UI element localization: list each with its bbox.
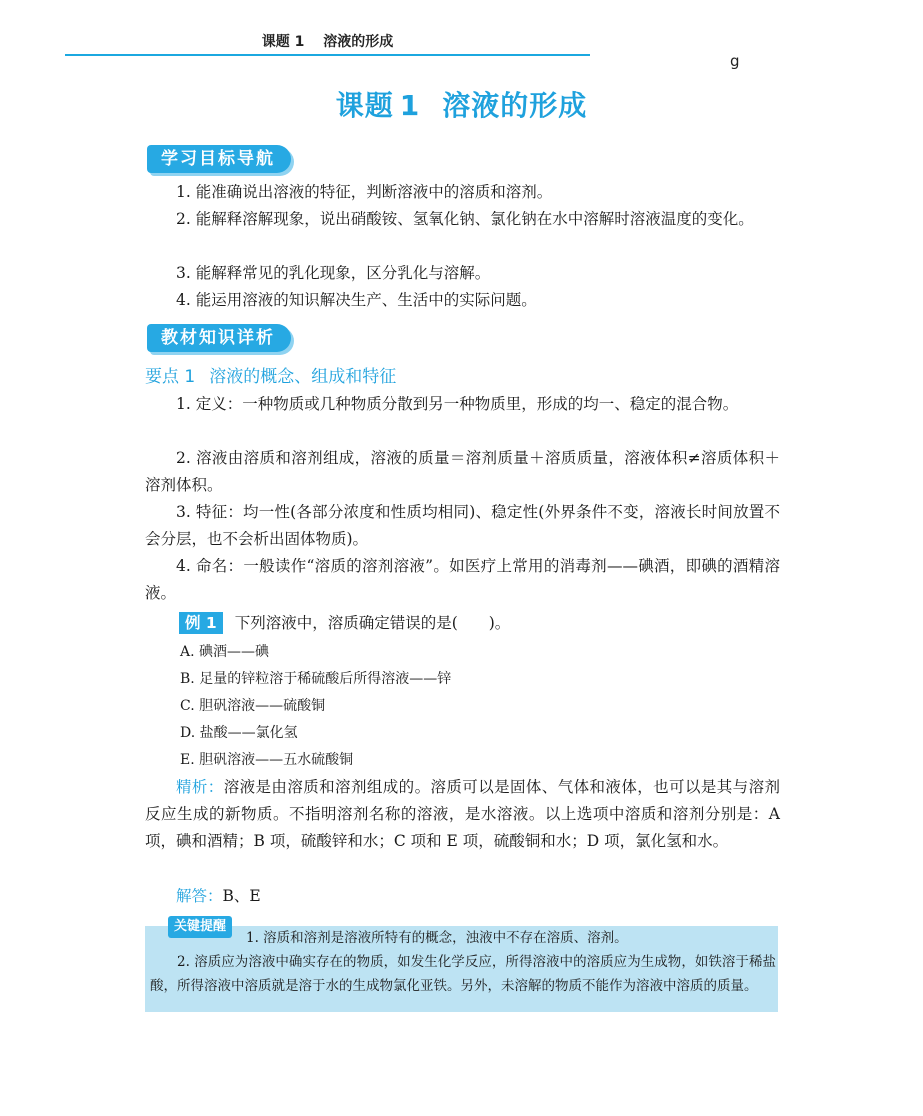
- title-number: 1: [399, 89, 421, 122]
- knowledge-item: 3. 特征：均一性(各部分浓度和性质均相同)、稳定性(外界条件不变，溶液长时间放置不会分层，也不会析出固体物质)。: [145, 503, 780, 548]
- section-badge-knowledge: 教材知识详析: [147, 324, 291, 352]
- key-tip-label: 关键提醒: [168, 916, 232, 938]
- knowledge-item: 1. 定义：一种物质或几种物质分散到另一种物质里，形成的均一、稳定的混合物。: [176, 395, 739, 413]
- key-point-label: 要点 1: [145, 367, 196, 387]
- option-item: C. 胆矾溶液——硫酸铜: [180, 698, 326, 714]
- objective-item: 1. 能准确说出溶液的特征，判断溶液中的溶质和溶剂。: [176, 183, 553, 201]
- analysis-paragraph: [145, 774, 780, 855]
- example-question-text: 下列溶液中，溶质确定错误的是( )。: [234, 614, 511, 632]
- key-tip-line-2: 2. 溶质应为溶液中确实存在的物质，如发生化学反应，所得溶液中的溶质应为生成物，如铁溶于稀盐酸，所得溶液中溶质就是溶于水的生成物氯化亚铁。另外，未溶解的物质不能作为溶液中溶质的质量。: [150, 954, 776, 994]
- key-point-heading: [145, 362, 396, 387]
- objective-item: 3. 能解释常见的乳化现象，区分乳化与溶解。: [176, 264, 491, 282]
- answer-label: 解答：: [176, 887, 223, 905]
- key-point-text: 溶液的概念、组成和特征: [209, 367, 397, 387]
- example-question: [179, 610, 779, 637]
- option-item: D. 盐酸——氯化氢: [180, 725, 298, 741]
- section-badge-objectives: 学习目标导航: [147, 145, 291, 173]
- example-label: 例 1: [179, 612, 223, 634]
- analysis-text: 溶液是由溶质和溶剂组成的。溶质可以是固体、气体和液体，也可以是其与溶剂反应生成的新物质。不指明溶剂名称的溶液，是水溶液。以上选项中溶质和溶剂分别是：A 项，碘和酒精；B 项，硫酸锌和水；C 项和 E 项，硫酸铜和水；D 项，氯化氢和水。: [145, 778, 780, 850]
- option-item: A. 碘酒——碘: [180, 644, 270, 660]
- page-title: [0, 84, 923, 124]
- option-item: B. 足量的锌粒溶于稀硫酸后所得溶液——锌: [180, 671, 452, 687]
- analysis-label: 精析：: [176, 778, 224, 796]
- knowledge-item: 2. 溶液由溶质和溶剂组成，溶液的质量＝溶剂质量＋溶质质量，溶液体积≠溶质体积＋溶剂体积。: [145, 449, 780, 494]
- key-tip-line-1: 1. 溶质和溶剂是溶液所特有的概念，浊液中不存在溶质、溶剂。: [246, 930, 628, 946]
- answer-text: B、E: [222, 887, 261, 905]
- page-number: g: [730, 52, 740, 70]
- title-text: 溶液的形成: [442, 89, 588, 122]
- objective-item: 4. 能运用溶液的知识解决生产、生活中的实际问题。: [176, 291, 537, 309]
- running-header: 课题 1 溶液的形成: [65, 30, 590, 56]
- title-label: 课题: [335, 89, 394, 122]
- objective-item: 2. 能解释溶解现象，说出硝酸铵、氢氧化钠、氯化钠在水中溶解时溶液温度的变化。: [176, 210, 754, 228]
- answer-line: [145, 883, 780, 910]
- option-item: E. 胆矾溶液——五水硫酸铜: [180, 752, 354, 768]
- knowledge-item: 4. 命名：一般读作“溶质的溶剂溶液”。如医疗上常用的消毒剂——碘酒，即碘的酒精溶液。: [145, 557, 780, 602]
